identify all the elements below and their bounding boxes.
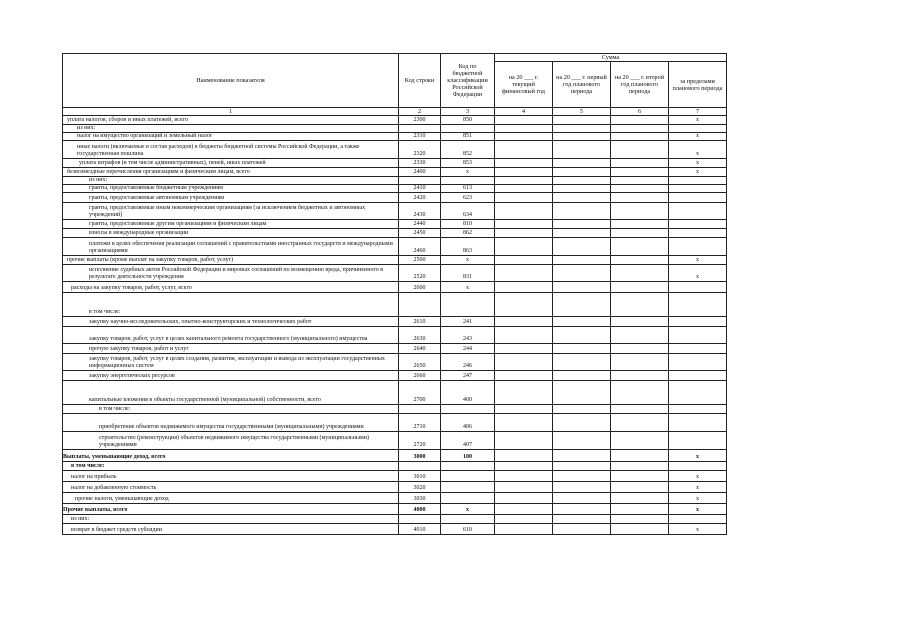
col-number: 7 — [669, 108, 727, 116]
row-sum-beyond: x — [669, 471, 727, 482]
row-code: 2320 — [399, 141, 441, 159]
row-code: 3030 — [399, 493, 441, 504]
row-sum-current — [495, 293, 553, 317]
row-code: 2310 — [399, 133, 441, 141]
header-sum-first-plan: на 20 ___ г. первый год планового периода — [553, 62, 611, 108]
table-row — [63, 293, 727, 317]
row-sum-current — [495, 344, 553, 354]
row-sum-beyond: x — [669, 493, 727, 504]
row-budget-code: 407 — [441, 432, 495, 450]
row-sum-beyond — [669, 432, 727, 450]
row-name: Прочие выплаты, всего — [63, 504, 399, 515]
row-sum-current — [495, 371, 553, 381]
row-sum-beyond — [669, 177, 727, 185]
table-row — [63, 504, 727, 515]
row-sum-first-plan — [553, 371, 611, 381]
row-name: капитальные вложения в объекты государственной (муниципальной) собственности, всего — [63, 381, 399, 405]
row-budget-code — [441, 177, 495, 185]
table-row — [63, 229, 727, 238]
row-sum-beyond: x — [669, 256, 727, 265]
row-name: гранты, предоставляемые другим организациям и физическим лицам — [63, 220, 399, 229]
row-sum-current — [495, 327, 553, 344]
row-sum-beyond: x — [669, 159, 727, 168]
row-sum-second-plan — [611, 168, 669, 177]
header-sum-current: на 20 ___ г. текущий финансовый год — [495, 62, 553, 108]
col-number: 3 — [441, 108, 495, 116]
row-name: закупку товаров, работ, услуг в целях капитального ремонта государственного (муниципального) имущества — [63, 327, 399, 344]
row-sum-second-plan — [611, 220, 669, 229]
row-code: 2630 — [399, 327, 441, 344]
row-budget-code — [441, 462, 495, 471]
row-budget-code: 831 — [441, 265, 495, 282]
row-sum-beyond: x — [669, 116, 727, 125]
row-budget-code: 623 — [441, 193, 495, 203]
row-name: исполнение судебных актов Российской Федерации и мировых соглашений по возмещению вреда, причиненного в результате деятельности учреждения — [63, 265, 399, 282]
row-sum-beyond — [669, 354, 727, 371]
row-sum-first-plan — [553, 220, 611, 229]
table-row — [63, 515, 727, 524]
row-code: 2650 — [399, 354, 441, 371]
row-code: 2440 — [399, 220, 441, 229]
row-sum-first-plan — [553, 405, 611, 414]
table-row — [63, 193, 727, 203]
table-row — [63, 141, 727, 159]
row-sum-beyond — [669, 238, 727, 256]
row-sum-second-plan — [611, 193, 669, 203]
row-name: безвозмездные перечисления организациям и физическим лицам, всего — [63, 168, 399, 177]
row-sum-beyond — [669, 229, 727, 238]
row-sum-current — [495, 462, 553, 471]
row-name: гранты, предоставляемые иным некоммерческим организациям (за исключением бюджетных и автономных учреждений) — [63, 203, 399, 220]
row-code: 2610 — [399, 317, 441, 327]
row-code: 2700 — [399, 381, 441, 405]
row-sum-second-plan — [611, 229, 669, 238]
row-sum-beyond: x — [669, 524, 727, 535]
row-sum-beyond — [669, 371, 727, 381]
table-row — [63, 381, 727, 405]
table-row — [63, 185, 727, 193]
row-sum-first-plan — [553, 265, 611, 282]
row-sum-beyond — [669, 125, 727, 133]
row-sum-first-plan — [553, 327, 611, 344]
row-name: прочую закупку товаров, работ и услуг — [63, 344, 399, 354]
header-sum-second-plan: на 20 ___ г. второй год планового периода — [611, 62, 669, 108]
row-code — [399, 177, 441, 185]
row-sum-first-plan — [553, 193, 611, 203]
row-sum-beyond: x — [669, 133, 727, 141]
row-sum-first-plan — [553, 256, 611, 265]
header-name: Наименование показателя — [63, 54, 399, 108]
row-code: 4010 — [399, 524, 441, 535]
row-name: налог на добавленную стоимость — [63, 482, 399, 493]
row-budget-code: 406 — [441, 414, 495, 432]
row-budget-code: 613 — [441, 185, 495, 193]
table-row — [63, 462, 727, 471]
row-code: 2300 — [399, 116, 441, 125]
row-name: уплата налогов, сборов и иных платежей, всего — [63, 116, 399, 125]
row-sum-first-plan — [553, 462, 611, 471]
row-sum-beyond — [669, 414, 727, 432]
row-sum-beyond — [669, 282, 727, 293]
row-sum-beyond: x — [669, 482, 727, 493]
row-sum-first-plan — [553, 293, 611, 317]
row-sum-second-plan — [611, 141, 669, 159]
table-row — [63, 282, 727, 293]
row-budget-code: 810 — [441, 220, 495, 229]
row-budget-code: 634 — [441, 203, 495, 220]
row-sum-beyond — [669, 185, 727, 193]
row-sum-second-plan — [611, 177, 669, 185]
row-sum-current — [495, 177, 553, 185]
row-sum-beyond — [669, 203, 727, 220]
row-sum-first-plan — [553, 282, 611, 293]
table-row — [63, 265, 727, 282]
row-sum-second-plan — [611, 405, 669, 414]
row-sum-second-plan — [611, 482, 669, 493]
row-sum-current — [495, 432, 553, 450]
row-budget-code: 100 — [441, 450, 495, 462]
row-code: 2420 — [399, 193, 441, 203]
row-sum-current — [495, 524, 553, 535]
row-sum-current — [495, 193, 553, 203]
row-sum-first-plan — [553, 482, 611, 493]
row-sum-second-plan — [611, 238, 669, 256]
row-sum-beyond — [669, 515, 727, 524]
table-row — [63, 256, 727, 265]
table-row — [63, 203, 727, 220]
row-sum-beyond: x — [669, 504, 727, 515]
row-sum-first-plan — [553, 414, 611, 432]
row-sum-second-plan — [611, 432, 669, 450]
table-row — [63, 317, 727, 327]
row-sum-second-plan — [611, 504, 669, 515]
row-budget-code: 244 — [441, 344, 495, 354]
row-name: в том числе: — [63, 293, 399, 317]
row-budget-code: 247 — [441, 371, 495, 381]
row-sum-beyond — [669, 293, 727, 317]
row-sum-beyond — [669, 193, 727, 203]
col-number: 4 — [495, 108, 553, 116]
row-name: приобретение объектов недвижимого имущества государственными (муниципальными) учреждениями — [63, 414, 399, 432]
row-sum-second-plan — [611, 371, 669, 381]
row-code: 2450 — [399, 229, 441, 238]
row-sum-current — [495, 265, 553, 282]
row-budget-code — [441, 471, 495, 482]
row-code: 2430 — [399, 203, 441, 220]
row-code — [399, 293, 441, 317]
row-sum-current — [495, 141, 553, 159]
row-budget-code: 853 — [441, 159, 495, 168]
row-name: строительство (реконструкция) объектов недвижимого имущества государственными (муниципальными) учреждениями — [63, 432, 399, 450]
row-budget-code — [441, 293, 495, 317]
row-sum-current — [495, 405, 553, 414]
row-sum-current — [495, 168, 553, 177]
row-sum-beyond: x — [669, 141, 727, 159]
table-row — [63, 327, 727, 344]
row-sum-current — [495, 125, 553, 133]
row-sum-second-plan — [611, 354, 669, 371]
row-sum-current — [495, 482, 553, 493]
table-row — [63, 220, 727, 229]
row-code: 3000 — [399, 450, 441, 462]
row-sum-second-plan — [611, 493, 669, 504]
row-code: 2660 — [399, 371, 441, 381]
row-budget-code — [441, 125, 495, 133]
row-code: 4000 — [399, 504, 441, 515]
row-code: 2520 — [399, 265, 441, 282]
row-sum-beyond — [669, 220, 727, 229]
row-name: расходы на закупку товаров, работ, услуг, всего — [63, 282, 399, 293]
row-name: закупку энергетических ресурсов — [63, 371, 399, 381]
row-budget-code: 241 — [441, 317, 495, 327]
row-sum-current — [495, 133, 553, 141]
row-sum-beyond — [669, 381, 727, 405]
row-sum-current — [495, 203, 553, 220]
row-sum-first-plan — [553, 159, 611, 168]
row-sum-first-plan — [553, 354, 611, 371]
row-sum-second-plan — [611, 414, 669, 432]
row-sum-current — [495, 229, 553, 238]
row-budget-code — [441, 405, 495, 414]
table-row — [63, 450, 727, 462]
row-name: иные налоги (включаемые в состав расходов) в бюджеты бюджетной системы Российской Федерации, а также государственная пошлина — [63, 141, 399, 159]
row-budget-code: 863 — [441, 238, 495, 256]
row-sum-beyond: x — [669, 265, 727, 282]
row-budget-code: 851 — [441, 133, 495, 141]
row-sum-first-plan — [553, 381, 611, 405]
table-row — [63, 414, 727, 432]
row-sum-second-plan — [611, 159, 669, 168]
table-row — [63, 344, 727, 354]
row-sum-second-plan — [611, 282, 669, 293]
table-body — [63, 116, 727, 535]
table-row — [63, 524, 727, 535]
row-sum-second-plan — [611, 381, 669, 405]
col-number: 2 — [399, 108, 441, 116]
row-budget-code: 852 — [441, 141, 495, 159]
row-name: возврат в бюджет средств субсидии — [63, 524, 399, 535]
row-budget-code: 246 — [441, 354, 495, 371]
row-sum-current — [495, 354, 553, 371]
table-row — [63, 159, 727, 168]
row-sum-beyond: x — [669, 450, 727, 462]
table-row — [63, 133, 727, 141]
row-budget-code: 862 — [441, 229, 495, 238]
row-sum-first-plan — [553, 116, 611, 125]
row-code: 2410 — [399, 185, 441, 193]
row-sum-first-plan — [553, 125, 611, 133]
row-code: 2640 — [399, 344, 441, 354]
row-sum-first-plan — [553, 515, 611, 524]
col-number: 6 — [611, 108, 669, 116]
header-code: Код строки — [399, 54, 441, 108]
row-sum-first-plan — [553, 471, 611, 482]
row-budget-code: x — [441, 256, 495, 265]
row-code — [399, 462, 441, 471]
row-budget-code — [441, 482, 495, 493]
row-sum-second-plan — [611, 185, 669, 193]
row-sum-beyond — [669, 344, 727, 354]
row-sum-first-plan — [553, 141, 611, 159]
row-name: из них: — [63, 177, 399, 185]
row-name: гранты, предоставляемые автономным учреждениям — [63, 193, 399, 203]
row-budget-code: 400 — [441, 381, 495, 405]
table-row — [63, 405, 727, 414]
table-row — [63, 432, 727, 450]
row-sum-beyond — [669, 462, 727, 471]
row-sum-beyond: x — [669, 168, 727, 177]
indicators-table — [62, 53, 727, 535]
row-sum-second-plan — [611, 344, 669, 354]
row-sum-first-plan — [553, 177, 611, 185]
row-code: 3020 — [399, 482, 441, 493]
row-sum-first-plan — [553, 168, 611, 177]
row-name: уплата штрафов (в том числе административных), пеней, иных платежей — [63, 159, 399, 168]
row-sum-second-plan — [611, 327, 669, 344]
row-sum-second-plan — [611, 471, 669, 482]
row-sum-first-plan — [553, 344, 611, 354]
row-sum-second-plan — [611, 116, 669, 125]
row-sum-beyond — [669, 405, 727, 414]
header-sum-beyond: за пределами планового периода — [669, 62, 727, 108]
row-sum-first-plan — [553, 524, 611, 535]
header-budget-code: Код по бюджетной классификации Российской Федерации — [441, 54, 495, 108]
row-sum-current — [495, 256, 553, 265]
row-sum-current — [495, 317, 553, 327]
row-name: платежи в целях обеспечения реализации соглашений с правительствами иностранных государств и международными организациями — [63, 238, 399, 256]
row-code — [399, 405, 441, 414]
row-sum-current — [495, 238, 553, 256]
row-sum-second-plan — [611, 265, 669, 282]
table-row — [63, 354, 727, 371]
header-sum: Сумма — [495, 54, 727, 62]
table-row — [63, 371, 727, 381]
row-name: закупку товаров, работ, услуг в целях создания, развития, эксплуатации и вывода из эксплуатации государственных информационных систем — [63, 354, 399, 371]
row-sum-beyond — [669, 317, 727, 327]
row-name: прочие выплаты (кроме выплат на закупку товаров, работ, услуг) — [63, 256, 399, 265]
row-sum-second-plan — [611, 462, 669, 471]
col-number: 5 — [553, 108, 611, 116]
row-sum-first-plan — [553, 203, 611, 220]
row-sum-current — [495, 471, 553, 482]
row-code: 2460 — [399, 238, 441, 256]
row-sum-current — [495, 493, 553, 504]
row-sum-beyond — [669, 327, 727, 344]
row-budget-code: 850 — [441, 116, 495, 125]
row-code — [399, 515, 441, 524]
row-sum-current — [495, 159, 553, 168]
row-sum-current — [495, 381, 553, 405]
row-sum-first-plan — [553, 504, 611, 515]
row-code: 2500 — [399, 256, 441, 265]
row-name: в том числе: — [63, 405, 399, 414]
row-name: в том числе: — [63, 462, 399, 471]
table-row — [63, 125, 727, 133]
row-code: 3010 — [399, 471, 441, 482]
row-sum-current — [495, 504, 553, 515]
table-row — [63, 177, 727, 185]
row-sum-first-plan — [553, 493, 611, 504]
table-row — [63, 471, 727, 482]
row-budget-code: x — [441, 282, 495, 293]
table-row — [63, 168, 727, 177]
table-row — [63, 238, 727, 256]
row-sum-second-plan — [611, 515, 669, 524]
row-budget-code: x — [441, 504, 495, 515]
row-sum-current — [495, 282, 553, 293]
row-code: 2330 — [399, 159, 441, 168]
row-sum-current — [495, 450, 553, 462]
row-name: из них: — [63, 125, 399, 133]
row-code: 2720 — [399, 432, 441, 450]
row-code: 2400 — [399, 168, 441, 177]
row-sum-current — [495, 220, 553, 229]
row-budget-code: 243 — [441, 327, 495, 344]
row-sum-second-plan — [611, 450, 669, 462]
row-sum-second-plan — [611, 317, 669, 327]
row-name: налог на прибыль — [63, 471, 399, 482]
row-sum-first-plan — [553, 450, 611, 462]
row-sum-first-plan — [553, 432, 611, 450]
table-row — [63, 116, 727, 125]
row-budget-code: 610 — [441, 524, 495, 535]
row-name: из них: — [63, 515, 399, 524]
row-name: гранты, предоставляемые бюджетным учреждениям — [63, 185, 399, 193]
row-sum-second-plan — [611, 203, 669, 220]
row-name: Выплаты, уменьшающие доход, всего — [63, 450, 399, 462]
row-sum-current — [495, 185, 553, 193]
table-row — [63, 493, 727, 504]
row-sum-first-plan — [553, 317, 611, 327]
row-sum-second-plan — [611, 133, 669, 141]
row-sum-second-plan — [611, 524, 669, 535]
row-name: налог на имущество организаций и земельный налог — [63, 133, 399, 141]
row-budget-code: x — [441, 168, 495, 177]
table-row — [63, 482, 727, 493]
row-sum-first-plan — [553, 238, 611, 256]
row-sum-current — [495, 515, 553, 524]
row-budget-code — [441, 493, 495, 504]
row-budget-code — [441, 515, 495, 524]
row-name: взносы в международные организации — [63, 229, 399, 238]
row-code: 2710 — [399, 414, 441, 432]
row-sum-current — [495, 116, 553, 125]
row-name: прочие налоги, уменьшающие доход — [63, 493, 399, 504]
row-sum-second-plan — [611, 256, 669, 265]
col-number: 1 — [63, 108, 399, 116]
row-sum-first-plan — [553, 229, 611, 238]
row-sum-second-plan — [611, 293, 669, 317]
row-code: 2600 — [399, 282, 441, 293]
row-name: закупку научно-исследовательских, опытно-конструкторских и технологических работ — [63, 317, 399, 327]
row-code — [399, 125, 441, 133]
row-sum-first-plan — [553, 185, 611, 193]
row-sum-second-plan — [611, 125, 669, 133]
row-sum-first-plan — [553, 133, 611, 141]
row-sum-current — [495, 414, 553, 432]
